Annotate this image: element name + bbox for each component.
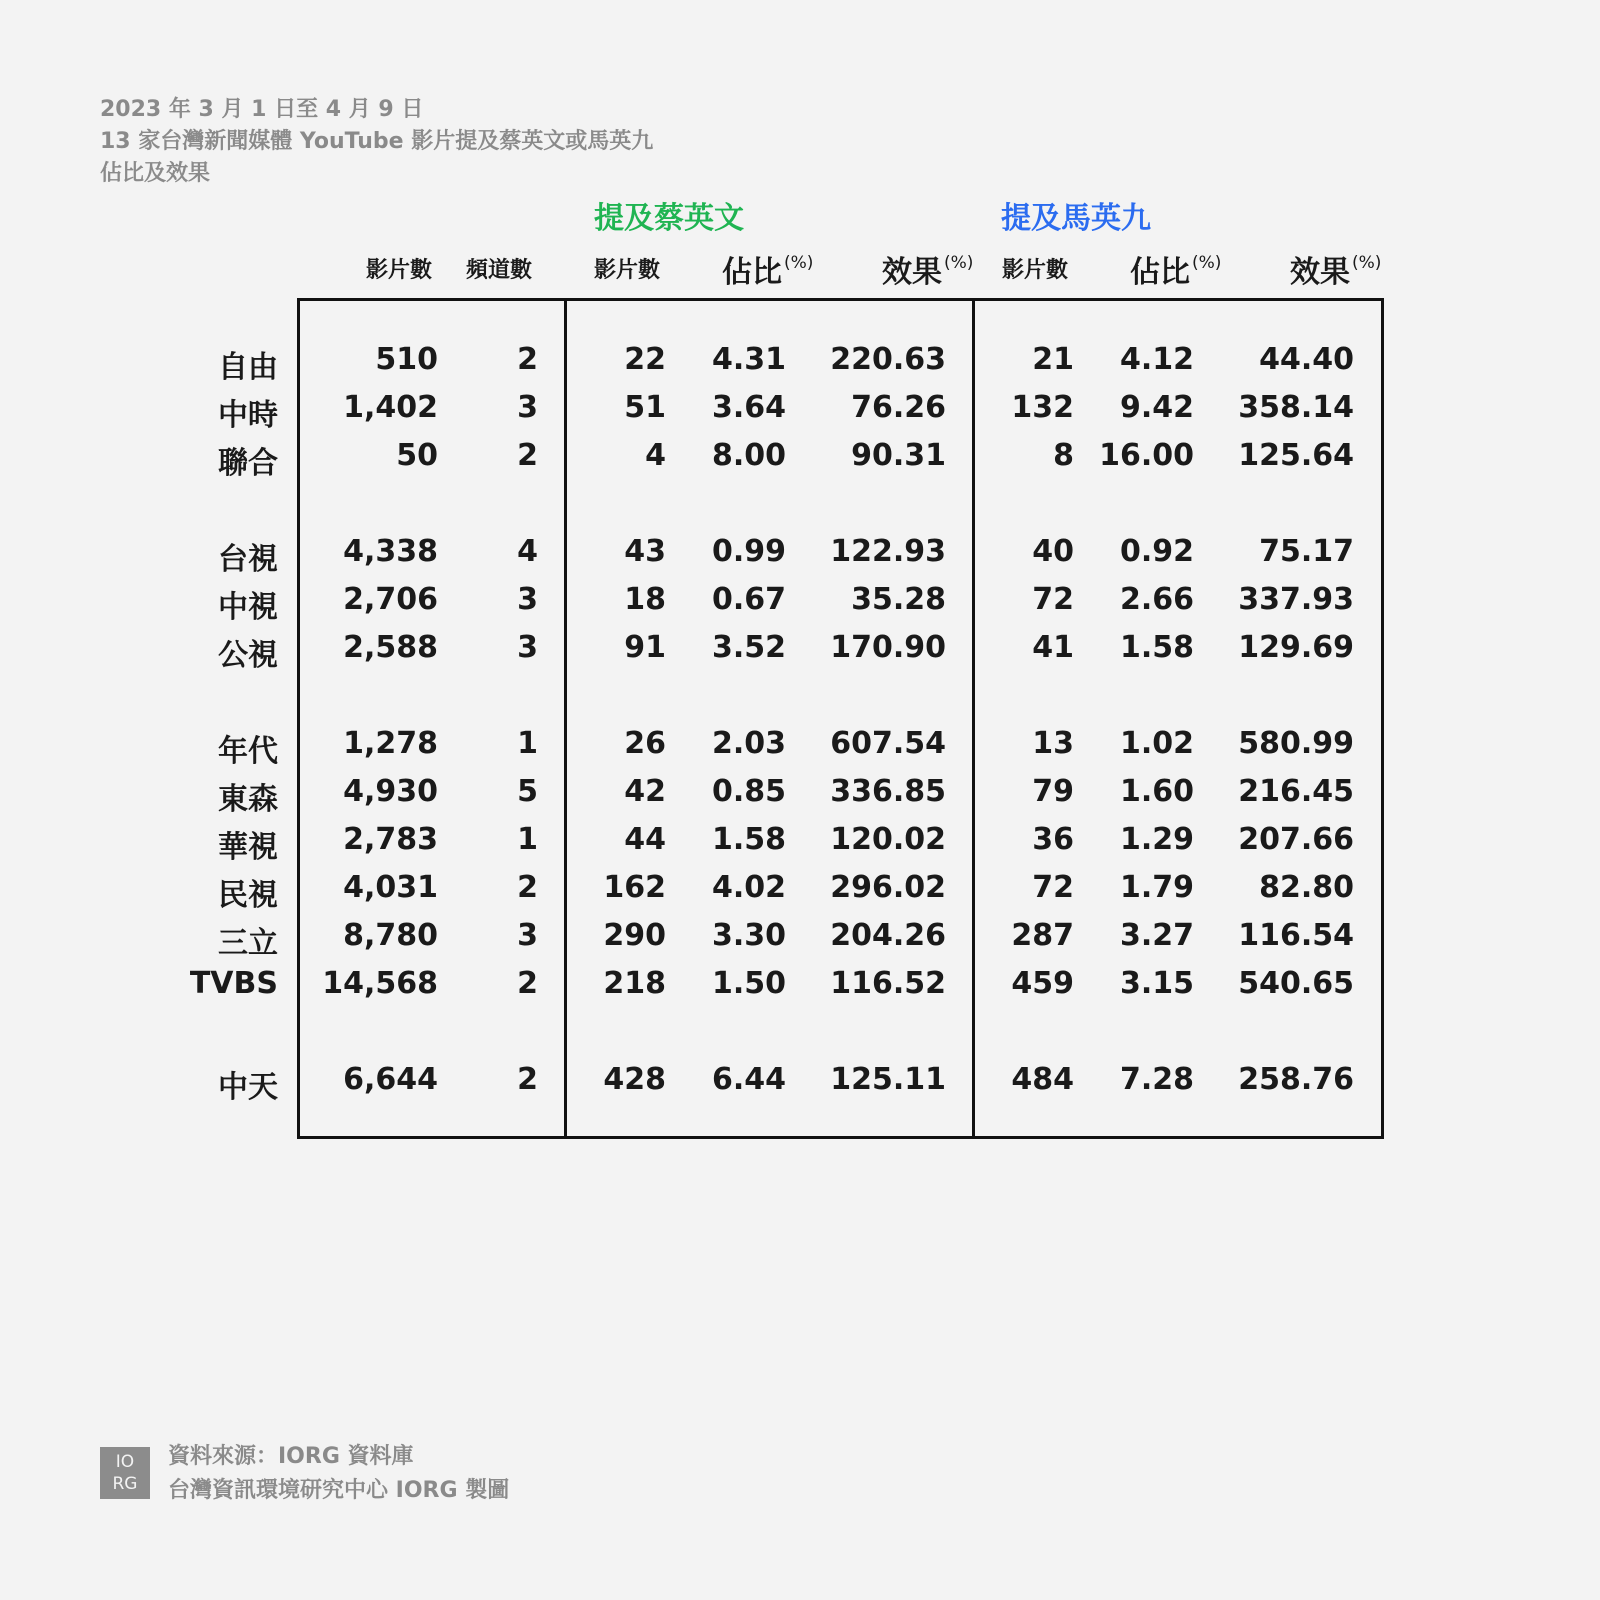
table-cell-tsai-effect: 336.85 (830, 774, 946, 809)
col-header-tsai-share: 佔比 (%) (722, 253, 814, 290)
table-cell-tsai-videos: 51 (624, 390, 666, 425)
table-cell-ma-share: 4.12 (1119, 342, 1194, 377)
table-cell-tsai-effect: 122.93 (830, 534, 946, 569)
unit-label: (%) (1192, 253, 1222, 273)
unit-label: (%) (1352, 253, 1382, 273)
table-cell-channels: 4 (517, 534, 538, 569)
chart-subtitle (100, 94, 653, 190)
table-cell-tsai-effect: 35.28 (851, 582, 946, 617)
table-cell-tsai-share: 0.99 (711, 534, 786, 569)
table-cell-videos: 4,338 (343, 534, 438, 569)
table-cell-channels: 3 (517, 630, 538, 665)
table-cell-ma-videos: 13 (1032, 726, 1074, 761)
table-cell-tsai-effect: 90.31 (851, 438, 946, 473)
row-label-media: 華視 (218, 830, 278, 865)
table-cell-tsai-effect: 120.02 (830, 822, 946, 857)
table-cell-tsai-share: 3.30 (711, 918, 786, 953)
table-cell-ma-effect: 358.14 (1238, 390, 1354, 425)
footer-source: 資料來源：IORG 資料庫 (168, 1444, 414, 1469)
table-cell-tsai-effect: 204.26 (830, 918, 946, 953)
table-cell-ma-share: 3.27 (1119, 918, 1194, 953)
table-cell-videos: 2,706 (343, 582, 438, 617)
table-cell-ma-share: 7.28 (1119, 1062, 1194, 1097)
row-label-media: TVBS (189, 966, 278, 1001)
table-cell-ma-effect: 125.64 (1238, 438, 1354, 473)
table-cell-ma-effect: 216.45 (1238, 774, 1354, 809)
table-cell-videos: 2,783 (343, 822, 438, 857)
table-cell-tsai-share: 2.03 (711, 726, 786, 761)
table-cell-channels: 2 (517, 342, 538, 377)
col-header-ma-videos: 影片數 (1002, 258, 1069, 283)
col-header-channels: 頻道數 (466, 258, 533, 283)
table-cell-tsai-videos: 4 (645, 438, 666, 473)
table-cell-videos: 4,031 (343, 870, 438, 905)
group-header-tsai: 提及蔡英文 (594, 201, 744, 236)
table-cell-ma-share: 1.60 (1119, 774, 1194, 809)
table-cell-ma-share: 1.29 (1119, 822, 1194, 857)
table-cell-tsai-videos: 18 (624, 582, 666, 617)
table-cell-ma-videos: 79 (1032, 774, 1074, 809)
table-cell-channels: 2 (517, 870, 538, 905)
subtitle-date-range: 2023 年 3 月 1 日至 4 月 9 日 (100, 97, 424, 122)
table-cell-tsai-videos: 290 (603, 918, 666, 953)
table-cell-tsai-videos: 91 (624, 630, 666, 665)
table-cell-ma-effect: 207.66 (1238, 822, 1354, 857)
footer-credit: 台灣資訊環境研究中心 IORG 製圖 (168, 1478, 510, 1503)
table-cell-tsai-videos: 162 (603, 870, 666, 905)
table-cell-tsai-share: 4.02 (711, 870, 786, 905)
row-label-media: 公視 (218, 638, 278, 673)
row-label-media: 聯合 (218, 446, 278, 481)
table-cell-ma-effect: 337.93 (1238, 582, 1354, 617)
table-cell-videos: 50 (396, 438, 438, 473)
table-cell-ma-effect: 580.99 (1238, 726, 1354, 761)
table-cell-tsai-share: 4.31 (711, 342, 786, 377)
group-header-ma: 提及馬英九 (1001, 201, 1151, 236)
col-header-ma-share: 佔比 (%) (1130, 253, 1222, 290)
table-cell-channels: 2 (517, 966, 538, 1001)
table-cell-channels: 2 (517, 438, 538, 473)
col-header-tsai-effect: 效果 (%) (882, 253, 974, 290)
table-cell-channels: 2 (517, 1062, 538, 1097)
table-cell-videos: 4,930 (343, 774, 438, 809)
subtitle-metric: 佔比及效果 (100, 161, 211, 186)
table-cell-videos: 8,780 (343, 918, 438, 953)
row-label-media: 中天 (218, 1070, 278, 1105)
table-cell-channels: 5 (517, 774, 538, 809)
table-cell-ma-videos: 484 (1011, 1062, 1074, 1097)
table-cell-tsai-videos: 428 (603, 1062, 666, 1097)
table-cell-ma-share: 2.66 (1119, 582, 1194, 617)
table-cell-tsai-effect: 220.63 (830, 342, 946, 377)
table-cell-ma-effect: 116.54 (1238, 918, 1354, 953)
table-cell-ma-share: 1.02 (1119, 726, 1194, 761)
row-label-media: 年代 (218, 734, 278, 769)
table-cell-ma-videos: 40 (1032, 534, 1074, 569)
table-cell-channels: 1 (517, 726, 538, 761)
table-cell-channels: 1 (517, 822, 538, 857)
table-cell-tsai-videos: 218 (603, 966, 666, 1001)
table-cell-ma-videos: 459 (1011, 966, 1074, 1001)
table-cell-tsai-effect: 116.52 (830, 966, 946, 1001)
table-cell-tsai-share: 3.64 (711, 390, 786, 425)
table-cell-ma-effect: 258.76 (1238, 1062, 1354, 1097)
table-cell-ma-effect: 540.65 (1238, 966, 1354, 1001)
col-header-ma-effect: 效果 (%) (1290, 253, 1382, 290)
table-cell-tsai-effect: 296.02 (830, 870, 946, 905)
col-header-tsai-videos: 影片數 (594, 258, 661, 283)
subtitle-description: 13 家台灣新聞媒體 YouTube 影片提及蔡英文或馬英九 (100, 129, 654, 154)
unit-label: (%) (944, 253, 974, 273)
table-cell-ma-videos: 72 (1032, 582, 1074, 617)
row-label-media: 台視 (218, 542, 278, 577)
table-cell-ma-share: 1.58 (1119, 630, 1194, 665)
table-cell-videos: 14,568 (322, 966, 438, 1001)
table-cell-ma-videos: 132 (1011, 390, 1074, 425)
table-cell-channels: 3 (517, 390, 538, 425)
table-cell-ma-videos: 8 (1053, 438, 1074, 473)
table-cell-videos: 6,644 (343, 1062, 438, 1097)
table-cell-ma-effect: 75.17 (1259, 534, 1354, 569)
table-cell-ma-videos: 36 (1032, 822, 1074, 857)
table-cell-ma-share: 3.15 (1119, 966, 1194, 1001)
table-cell-videos: 1,402 (343, 390, 438, 425)
table-cell-ma-effect: 129.69 (1238, 630, 1354, 665)
row-label-media: 中視 (218, 590, 278, 625)
table-cell-ma-videos: 21 (1032, 342, 1074, 377)
table-cell-tsai-share: 8.00 (711, 438, 786, 473)
row-label-media: 三立 (218, 926, 278, 961)
table-cell-ma-effect: 44.40 (1259, 342, 1354, 377)
table-cell-ma-effect: 82.80 (1259, 870, 1354, 905)
table-cell-channels: 3 (517, 582, 538, 617)
table-cell-tsai-effect: 125.11 (830, 1062, 946, 1097)
footer (168, 1440, 509, 1508)
table-cell-tsai-effect: 607.54 (830, 726, 946, 761)
table-cell-tsai-share: 6.44 (711, 1062, 786, 1097)
table-cell-tsai-videos: 42 (624, 774, 666, 809)
table-cell-tsai-videos: 26 (624, 726, 666, 761)
table-cell-ma-share: 16.00 (1099, 438, 1194, 473)
table-cell-ma-videos: 41 (1032, 630, 1074, 665)
table-cell-tsai-videos: 22 (624, 342, 666, 377)
table-cell-ma-share: 0.92 (1119, 534, 1194, 569)
col-header-videos: 影片數 (366, 258, 433, 283)
table-cell-ma-videos: 287 (1011, 918, 1074, 953)
table-cell-ma-videos: 72 (1032, 870, 1074, 905)
row-label-media: 民視 (218, 878, 278, 913)
table-cell-tsai-share: 0.67 (711, 582, 786, 617)
table-cell-videos: 1,278 (343, 726, 438, 761)
table-cell-ma-share: 1.79 (1119, 870, 1194, 905)
row-label-media: 自由 (218, 350, 278, 385)
unit-label: (%) (784, 253, 814, 273)
table-cell-tsai-effect: 76.26 (851, 390, 946, 425)
table-cell-tsai-videos: 43 (624, 534, 666, 569)
table-cell-tsai-share: 1.50 (711, 966, 786, 1001)
iorg-logo: IO RG (100, 1447, 150, 1499)
table-cell-tsai-videos: 44 (624, 822, 666, 857)
row-label-media: 中時 (218, 398, 278, 433)
table-cell-ma-share: 9.42 (1119, 390, 1194, 425)
table-cell-tsai-share: 1.58 (711, 822, 786, 857)
table-cell-tsai-effect: 170.90 (830, 630, 946, 665)
table-cell-tsai-share: 3.52 (711, 630, 786, 665)
table-cell-videos: 2,588 (343, 630, 438, 665)
row-label-media: 東森 (218, 782, 278, 817)
table-cell-tsai-share: 0.85 (711, 774, 786, 809)
table-cell-channels: 3 (517, 918, 538, 953)
table-cell-videos: 510 (375, 342, 438, 377)
